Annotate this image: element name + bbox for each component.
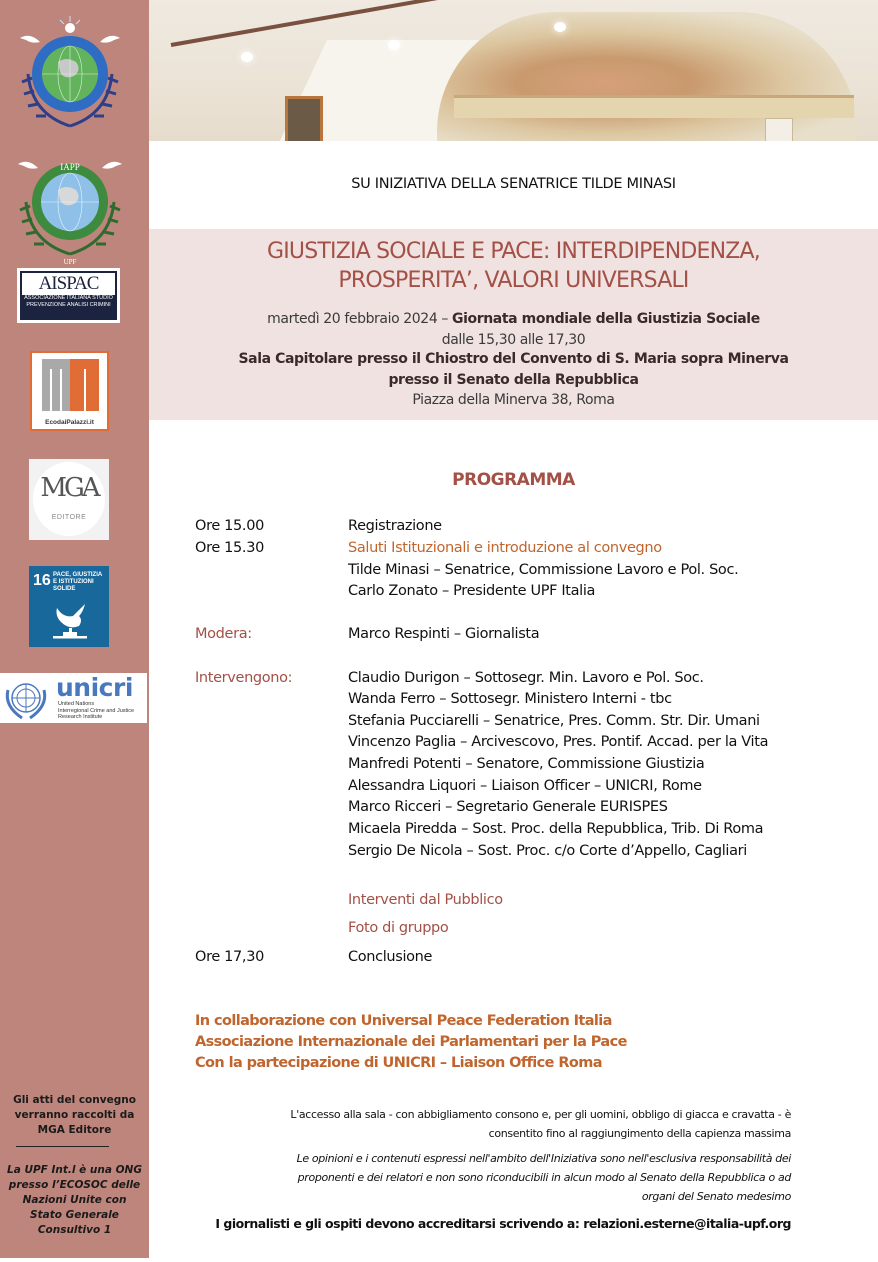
ecosoc-note-line: Nazioni Unite con (22, 1194, 127, 1206)
iapp-logo-sub: UPF (63, 258, 77, 266)
proceedings-note-line: MGA Editore (37, 1124, 112, 1136)
proceedings-note-line: verranno raccolti da (14, 1109, 135, 1121)
public-interventions: Interventi dal Pubblico (348, 892, 503, 908)
speaker: Micaela Piredda – Sost. Proc. della Repubblica, Trib. Di Roma (348, 821, 764, 837)
group-photo: Foto di gruppo (348, 920, 449, 936)
unicri-desc-line: Research Institute (58, 714, 103, 720)
speaker: Vincenzo Paglia – Arcivescovo, Pres. Pontif. Accad. per la Vita (348, 734, 769, 750)
ecoda-text: EcodaiPalazzi.it (45, 419, 94, 426)
sdg16-logo (29, 566, 109, 647)
speaker: Wanda Ferro – Sottosegr. Ministero Interni - tbc (348, 691, 672, 707)
iapp-logo-text: IAPP (60, 162, 80, 172)
event-title-line: PROSPERITA’, VALORI UNIVERSALI (338, 268, 689, 293)
sdg-number: 16 (33, 572, 51, 589)
fresco (437, 12, 857, 141)
aispac-text: ASSOCIAZIONE ITALIANA STUDIO PREVENZIONE ANALISI CRIMINI (24, 295, 113, 308)
ecosoc-note-line: Stato Generale (30, 1209, 119, 1221)
program-time: Ore 15.00 (195, 518, 264, 534)
window (285, 96, 323, 141)
ecosoc-note-line: La UPF Int.l è una ONG (7, 1164, 142, 1176)
plaque (765, 118, 793, 141)
speakers-label: Intervengono: (195, 670, 293, 686)
mga-editore-logo (29, 459, 109, 540)
collaboration-line: In collaborazione con Universal Peace Federation Italia (195, 1013, 612, 1029)
unicri-wordmark: unicri (56, 673, 133, 702)
event-address: Piazza della Minerva 38, Roma (412, 392, 615, 408)
ecosoc-note-line: Consultivo 1 (37, 1224, 112, 1236)
disclaimer-line: organi del Senato medesimo (641, 1190, 791, 1203)
sidebar (0, 0, 149, 1258)
aispac-mark: AISPAC (22, 273, 115, 295)
speaker: Marco Ricceri – Segretario Generale EURISPES (348, 799, 668, 815)
speaker: Stefania Pucciarelli – Senatrice, Pres. Comm. Str. Dir. Umani (348, 713, 760, 729)
unicri-logo (0, 673, 147, 723)
program-item: Tilde Minasi – Senatrice, Commissione Lavoro e Pol. Soc. (348, 562, 739, 578)
proceedings-note (0, 1093, 149, 1138)
day-name: Giornata mondiale della Giustizia Sociale (452, 311, 760, 327)
program-title: PROGRAMMA (452, 470, 575, 490)
mga-mark: MGA (40, 473, 98, 503)
upf-logo (14, 14, 126, 134)
accreditation-note: I giornalisti e gli ospiti devono accreditarsi scrivendo a: relazioni.esterne@italia-upf.org (215, 1216, 791, 1231)
speaker: Alessandra Liquori – Liaison Officer – UNICRI, Rome (348, 778, 702, 794)
proceedings-note-line: Gli atti del convegno (13, 1094, 136, 1106)
ecodaipalazzi-logo (30, 351, 109, 431)
event-title-line: GIUSTIZIA SOCIALE E PACE: INTERDIPENDENZA, (267, 239, 760, 264)
ecosoc-note-line: presso l’ECOSOC delle (8, 1179, 141, 1191)
unicri-desc (58, 701, 134, 721)
program-item: Registrazione (348, 518, 442, 534)
disclaimer-line: proponenti e dei relatori e non sono riconducibili in alcun modo al Senato della Repubblica o ad (297, 1171, 791, 1184)
mga-text: EDITORE (51, 514, 87, 521)
initiative-line: SU INIZIATIVA DELLA SENATRICE TILDE MINASI (351, 176, 676, 192)
closing: Conclusione (348, 949, 433, 965)
iapp-logo (14, 146, 126, 266)
aispac-logo (17, 268, 120, 323)
event-venue-2: presso il Senato della Repubblica (388, 372, 639, 388)
ecosoc-note (0, 1163, 149, 1238)
closing-time: Ore 17,30 (195, 949, 264, 965)
header-photo (149, 0, 878, 141)
collaboration-line: Associazione Internazionale dei Parlamentari per la Pace (195, 1034, 627, 1050)
speaker: Sergio De Nicola – Sost. Proc. c/o Corte d’Appello, Cagliari (348, 843, 747, 859)
date-text: martedì 20 febbraio 2024 – (267, 311, 453, 327)
dove-gavel-icon (49, 598, 93, 642)
disclaimer-note (297, 1149, 791, 1206)
event-title (149, 237, 878, 295)
sdg-text: PACE, GIUSTIZIA E ISTITUZIONI SOLIDE (53, 572, 103, 592)
un-emblem-icon (2, 676, 50, 720)
collaboration-block (195, 1011, 627, 1074)
collaboration-line: Con la partecipazione di UNICRI – Liaison Office Roma (195, 1055, 602, 1071)
access-note (290, 1105, 791, 1143)
access-note-line: consentito fino al raggiungimento della capienza massima (488, 1127, 791, 1140)
moderator: Marco Respinti – Giornalista (348, 626, 540, 642)
program-time: Ore 15.30 (195, 540, 264, 556)
access-note-line: L'accesso alla sala - con abbigliamento consono e, per gli uomini, obbligo di giacca e cravatta - è (290, 1108, 791, 1121)
event-date (149, 309, 878, 329)
moderator-label: Modera: (195, 626, 252, 642)
event-time: dalle 15,30 alle 17,30 (441, 332, 586, 348)
disclaimer-line: Le opinioni e i contenuti espressi nell'ambito dell'Iniziativa sono nell'esclusiva responsabilità dei (296, 1152, 791, 1165)
program-item: Saluti Istituzionali e introduzione al convegno (348, 540, 662, 556)
event-venue: Sala Capitolare presso il Chiostro del Convento di S. Maria sopra Minerva (238, 351, 789, 367)
program-item: Carlo Zonato – Presidente UPF Italia (348, 583, 596, 599)
speaker: Claudio Durigon – Sottosegr. Min. Lavoro e Pol. Soc. (348, 670, 704, 686)
unicri-desc-line: United Nations (58, 701, 95, 707)
unicri-desc-line: Interregional Crime and Justice (58, 707, 135, 714)
sidebar-divider (16, 1146, 109, 1147)
speaker: Manfredi Potenti – Senatore, Commissione Giustizia (348, 756, 705, 772)
